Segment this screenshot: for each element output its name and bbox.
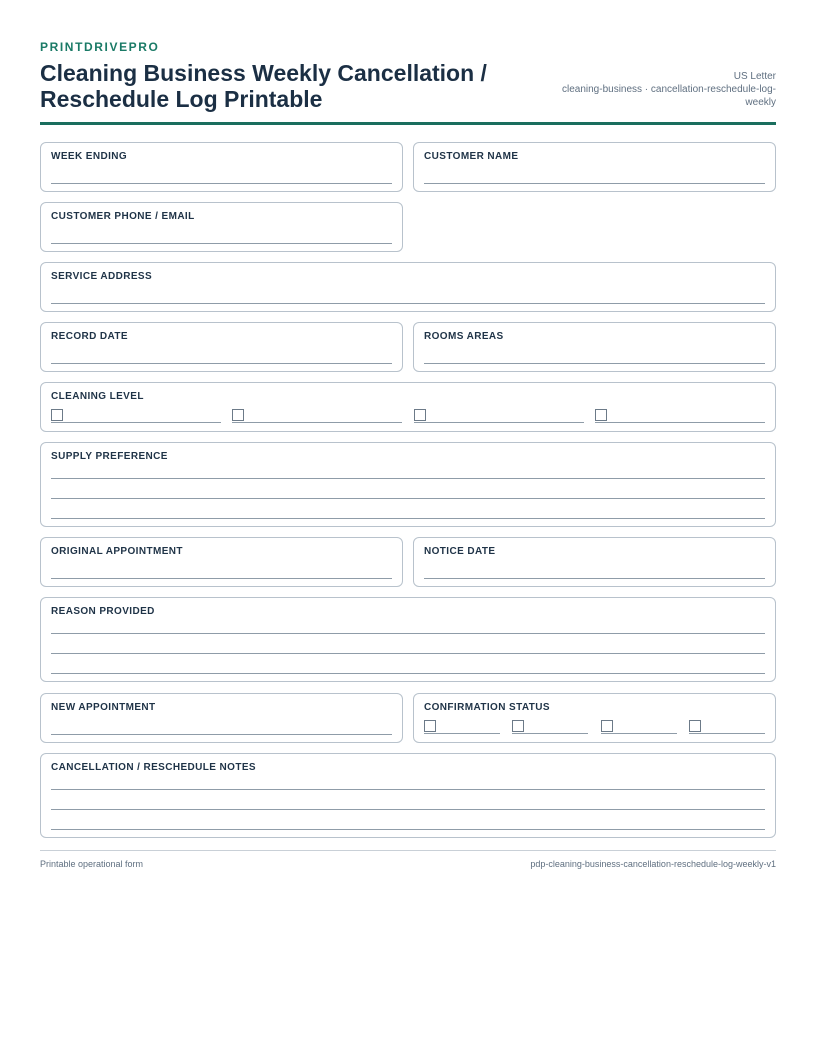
option-line[interactable] — [232, 422, 402, 423]
cancellation-notes-line-2[interactable] — [51, 809, 765, 810]
checkbox[interactable] — [51, 409, 63, 421]
week-ending-label: WEEK ENDING — [51, 151, 128, 162]
reason-provided-field[interactable] — [40, 597, 776, 682]
week-ending-line[interactable] — [51, 183, 392, 184]
rooms-areas-field[interactable] — [413, 322, 776, 372]
page-header — [40, 60, 776, 112]
cleaning-level-option-3[interactable] — [414, 409, 584, 423]
record-date-line[interactable] — [51, 363, 392, 364]
page-title: Cleaning Business Weekly Cancellation / Reschedule Log Printable — [40, 60, 487, 112]
new-appointment-line[interactable] — [51, 734, 392, 735]
cancellation-notes-field[interactable] — [40, 753, 776, 838]
week-ending-field[interactable] — [40, 142, 403, 192]
option-line[interactable] — [601, 733, 677, 734]
customer-phone-email-line[interactable] — [51, 243, 392, 244]
footer-divider — [40, 850, 776, 851]
supply-preference-label: SUPPLY PREFERENCE — [51, 451, 168, 462]
cancellation-notes-line-3[interactable] — [51, 829, 765, 830]
checkbox[interactable] — [424, 720, 436, 732]
page-meta — [541, 70, 776, 112]
customer-name-line[interactable] — [424, 183, 765, 184]
new-appointment-label: NEW APPOINTMENT — [51, 702, 156, 713]
confirmation-status-option-2[interactable] — [512, 720, 588, 734]
option-line[interactable] — [512, 733, 588, 734]
reason-provided-line-2[interactable] — [51, 653, 765, 654]
confirmation-status-option-3[interactable] — [601, 720, 677, 734]
checkbox[interactable] — [414, 409, 426, 421]
confirmation-status-field — [413, 693, 776, 743]
option-line[interactable] — [595, 422, 765, 423]
rooms-areas-line[interactable] — [424, 363, 765, 364]
record-date-field[interactable] — [40, 322, 403, 372]
reason-provided-line-1[interactable] — [51, 633, 765, 634]
option-line[interactable] — [51, 422, 221, 423]
cleaning-level-field — [40, 382, 776, 432]
notice-date-line[interactable] — [424, 578, 765, 579]
option-line[interactable] — [424, 733, 500, 734]
checkbox[interactable] — [595, 409, 607, 421]
form-page — [40, 40, 776, 773]
cancellation-notes-label: CANCELLATION / RESCHEDULE NOTES — [51, 762, 256, 773]
confirmation-status-option-4[interactable] — [689, 720, 765, 734]
brand-logo-text: PRINTDRIVEPRO — [40, 40, 160, 54]
notice-date-field[interactable] — [413, 537, 776, 587]
form-slug: cleaning-business · cancellation-reschedule-log-weekly — [561, 84, 776, 108]
cleaning-level-option-1[interactable] — [51, 409, 221, 423]
service-address-field[interactable] — [40, 262, 776, 312]
cleaning-level-label: CLEANING LEVEL — [51, 391, 144, 402]
customer-phone-email-label: CUSTOMER PHONE / EMAIL — [51, 211, 195, 222]
paper-size: US Letter — [733, 71, 776, 82]
confirmation-status-label: CONFIRMATION STATUS — [424, 702, 550, 713]
service-address-line[interactable] — [51, 303, 765, 304]
confirmation-status-option-1[interactable] — [424, 720, 500, 734]
original-appointment-field[interactable] — [40, 537, 403, 587]
reason-provided-label: REASON PROVIDED — [51, 606, 155, 617]
checkbox[interactable] — [232, 409, 244, 421]
reason-provided-line-3[interactable] — [51, 673, 765, 674]
footer-form-id: pdp-cleaning-business-cancellation-reschedule-log-weekly-v1 — [530, 859, 776, 869]
rooms-areas-label: ROOMS AREAS — [424, 331, 504, 342]
option-line[interactable] — [414, 422, 584, 423]
new-appointment-field[interactable] — [40, 693, 403, 743]
cleaning-level-option-2[interactable] — [232, 409, 402, 423]
checkbox[interactable] — [689, 720, 701, 732]
supply-preference-line-2[interactable] — [51, 498, 765, 499]
notice-date-label: NOTICE DATE — [424, 546, 496, 557]
cleaning-level-option-4[interactable] — [595, 409, 765, 423]
header-divider — [40, 122, 776, 125]
customer-name-label: CUSTOMER NAME — [424, 151, 519, 162]
checkbox[interactable] — [601, 720, 613, 732]
cancellation-notes-line-1[interactable] — [51, 789, 765, 790]
supply-preference-line-1[interactable] — [51, 478, 765, 479]
original-appointment-line[interactable] — [51, 578, 392, 579]
supply-preference-line-3[interactable] — [51, 518, 765, 519]
customer-name-field[interactable] — [413, 142, 776, 192]
record-date-label: RECORD DATE — [51, 331, 128, 342]
service-address-label: SERVICE ADDRESS — [51, 271, 153, 282]
checkbox[interactable] — [512, 720, 524, 732]
original-appointment-label: ORIGINAL APPOINTMENT — [51, 546, 183, 557]
footer-left-text: Printable operational form — [40, 859, 144, 869]
customer-phone-email-field[interactable] — [40, 202, 403, 252]
option-line[interactable] — [689, 733, 765, 734]
supply-preference-field[interactable] — [40, 442, 776, 527]
